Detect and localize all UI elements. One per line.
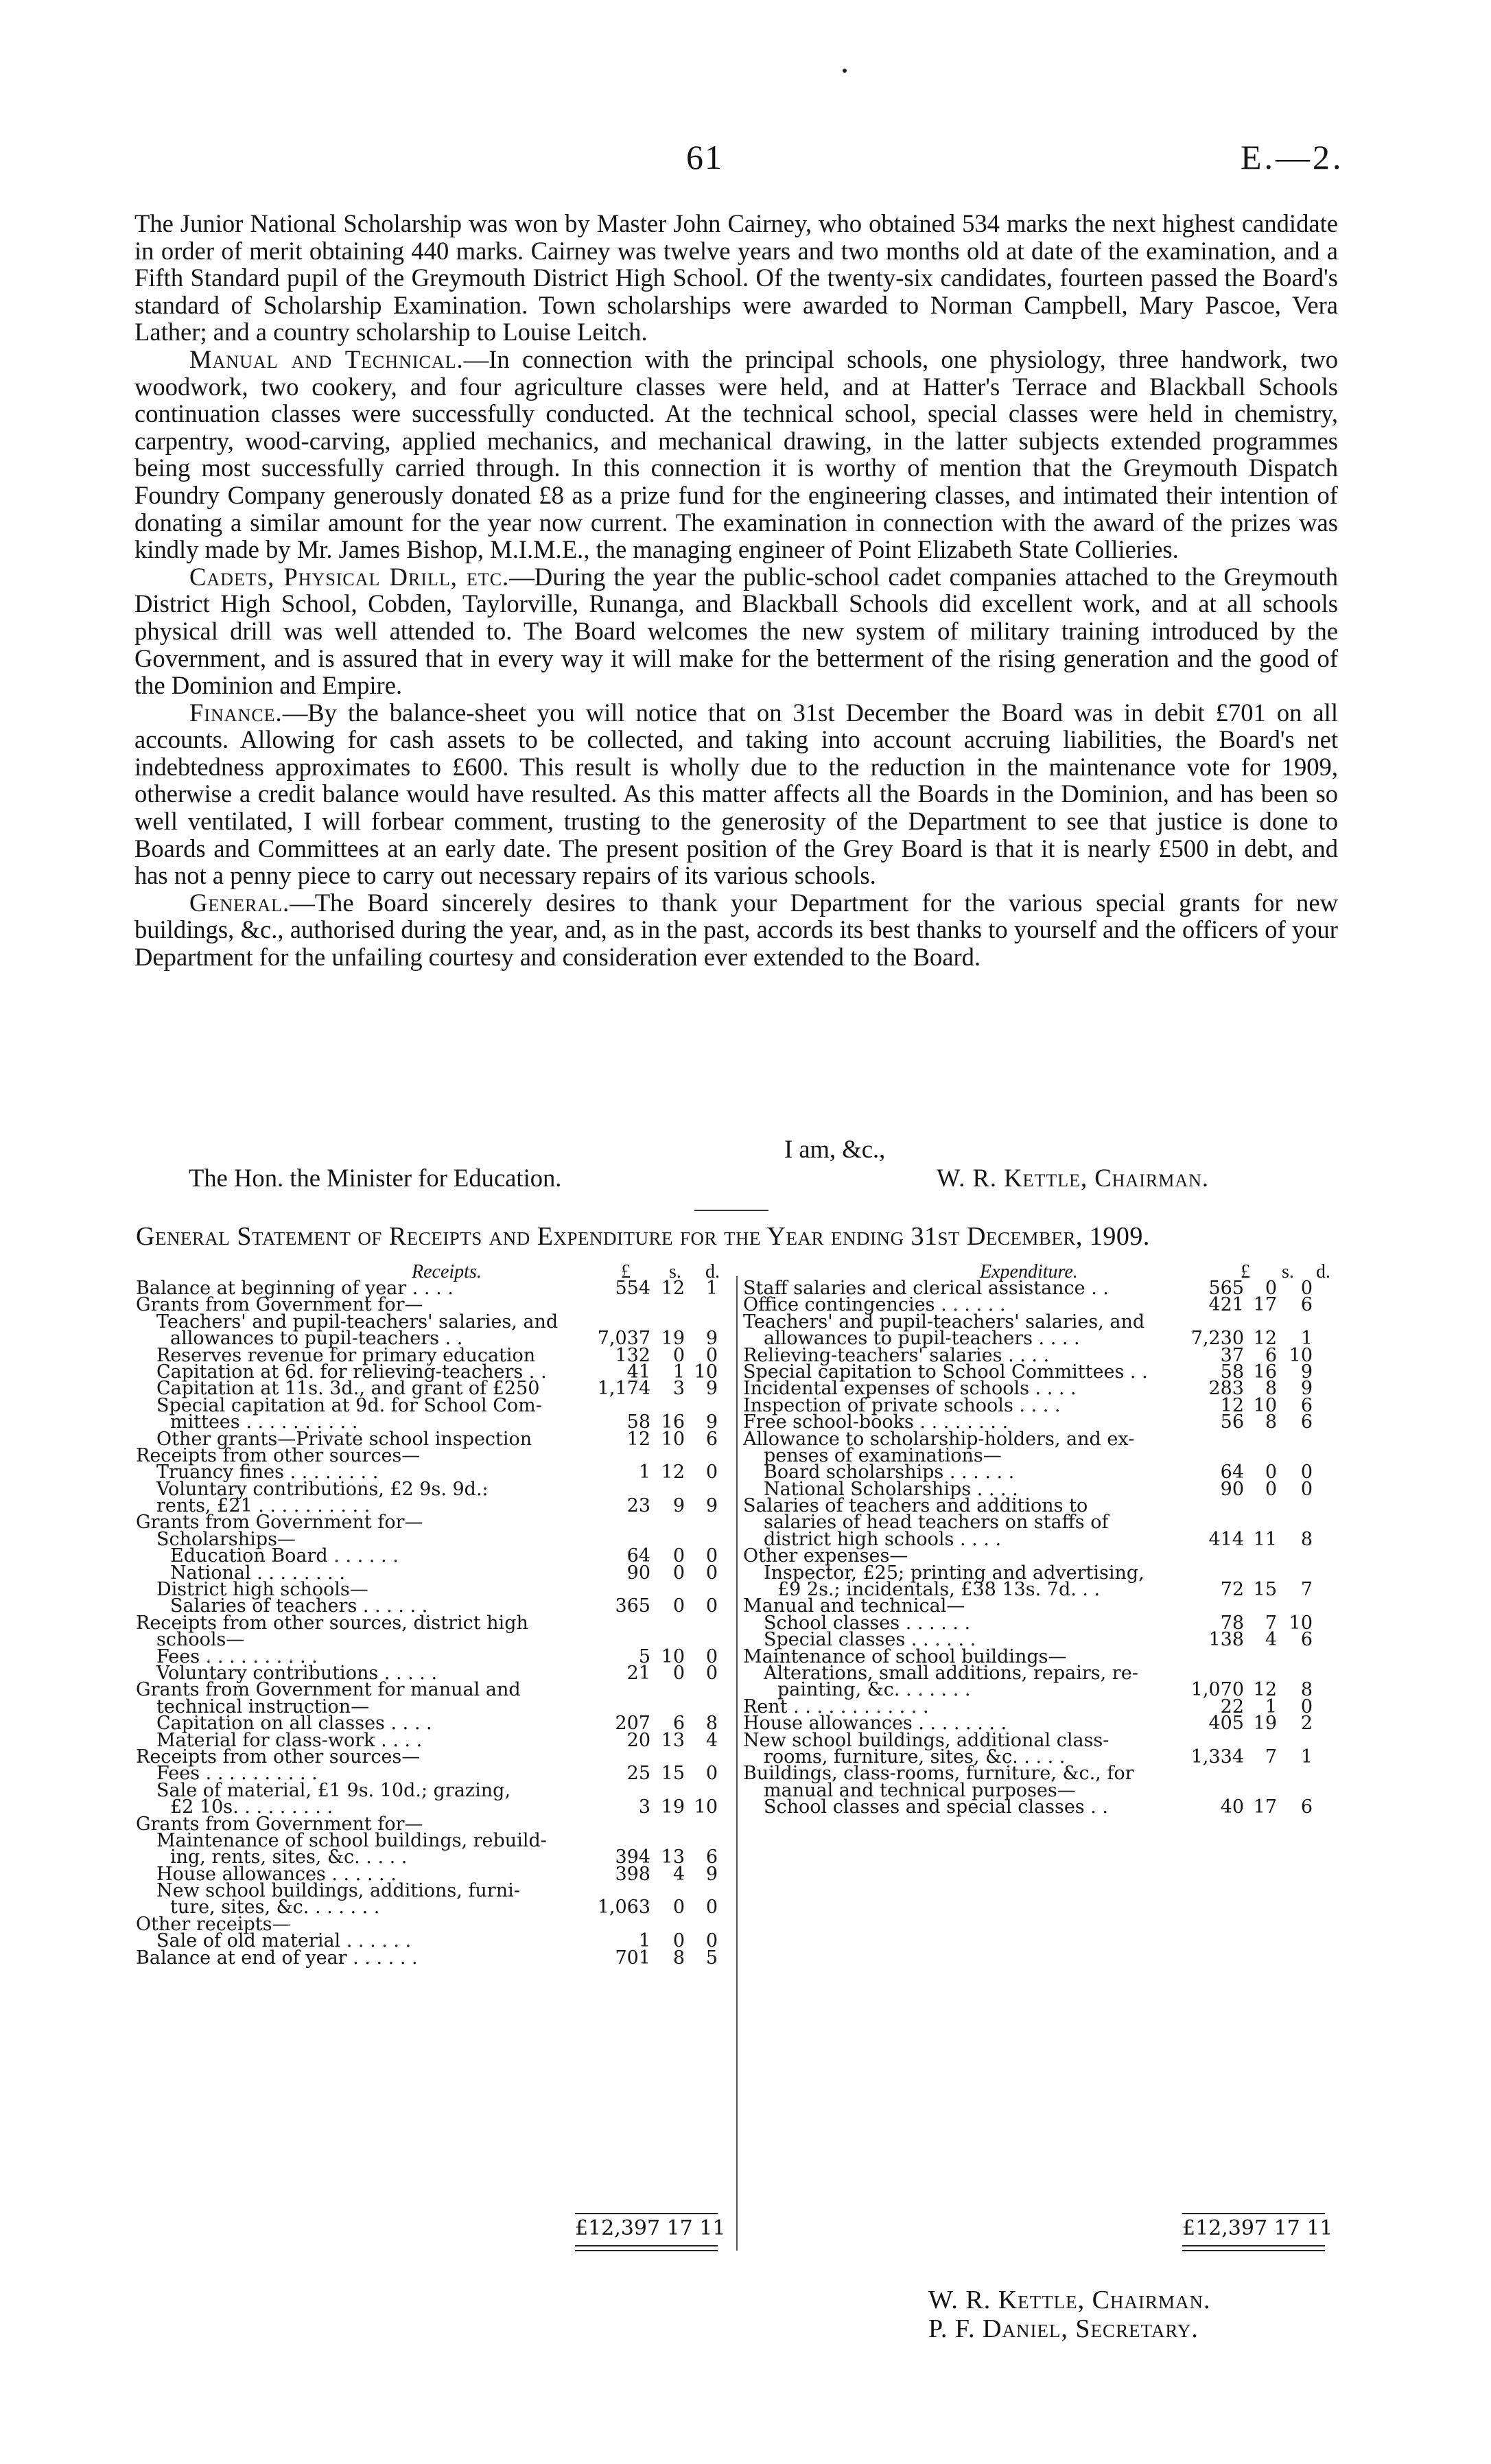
receipts-pounds: 64 [626,1545,650,1567]
receipts-item-label: Grants from Government for— [136,1512,423,1534]
expenditure-item-label: Inspection of private schools . . . . [743,1394,1061,1416]
expenditure-subtotal-rule [1182,2213,1325,2214]
receipts-item-label: Capitation on all classes . . . . [156,1713,432,1735]
receipts-item-label: Salaries of teachers . . . . . . [170,1595,428,1617]
receipts-total: £12,397 17 11 [575,2216,726,2240]
receipts-pence: 9 [705,1495,718,1517]
expenditure-item-label: Staff salaries and clerical assistance . . [743,1278,1109,1299]
receipts-item-label: Capitation at 11s. 3d., and grant of £250 [156,1378,540,1400]
receipts-pounds: 25 [626,1763,650,1785]
expenditure-item-label: School classes . . . . . . [764,1612,971,1634]
receipts-pence: 0 [705,1344,718,1366]
column-divider [736,1276,738,2251]
receipts-shillings: 6 [672,1713,685,1735]
receipts-item-label: technical instruction— [156,1696,370,1717]
receipts-pence: 0 [705,1930,718,1952]
expenditure-item-label: manual and technical purposes— [764,1779,1076,1801]
receipts-item-label: Other receipts— [136,1913,291,1935]
receipts-heading: Receipts. [412,1261,482,1282]
section-heading: General. [189,888,290,917]
expenditure-pence: 9 [1300,1361,1313,1383]
expenditure-pence: 0 [1300,1478,1313,1500]
receipts-pence: 0 [705,1545,718,1567]
expenditure-total-rule [1182,2245,1325,2246]
expenditure-total-rule [1182,2250,1325,2251]
receipts-shillings: 13 [661,1729,685,1751]
receipts-pounds: 394 [615,1846,650,1868]
expenditure-item-label: Buildings, class-rooms, furniture, &c., for [743,1763,1134,1785]
receipts-shillings: 9 [672,1495,685,1517]
receipts-shillings: 10 [661,1645,685,1667]
expenditure-pounds: 405 [1208,1713,1244,1735]
expenditure-pounds: 12 [1220,1394,1244,1416]
receipts-item-label: Voluntary contributions . . . . . [156,1662,438,1684]
receipts-item-label: Other grants—Private school inspection [156,1428,532,1450]
expenditure-shillings: 7 [1265,1612,1277,1634]
paragraph-cadets: Cadets, Physical Drill, etc.—During the year the public-school cadet companies attached to the Greymouth District High School, Cobden, Taylorville, Runanga, and Blackball Schools did excellent work, and at all schools physical drill was well attended to. The Board welcomes the new system of military training introduced by the Government, and is assured that in every way it will make for the betterment of the rising generation and the good of the Dominion and Empire. [134,562,1339,700]
receipts-item-label: Balance at end of year . . . . . . [136,1947,418,1969]
paragraph-finance: Finance.—By the balance-sheet you will notice that on 31st December the Board was in debit £701 on all accounts. Allowing for cash assets to be collected, and taking into account accruing liabilities, the Board's net indebtedness approximates to £600. This result is wholly due to the reduction in the maintenance vote for 1909, otherwise a credit balance would have resulted. As this matter affects all the Boards in the Dominion, and has been so well ventilated, I will forbear comment, trusting to the generosity of the Department to see that justice is done to Boards and Committees at an early date. The present position of the Grey Board is that it is nearly £500 in debt, and has not a penny piece to carry out necessary repairs of its various schools. [134,698,1338,890]
expenditure-item-label: Salaries of teachers and additions to [743,1495,1088,1517]
expenditure-shillings: 12 [1253,1328,1277,1350]
expenditure-heading: Expenditure. [980,1261,1078,1282]
expenditure-pence-heading: d. [1316,1261,1330,1282]
expenditure-pounds: 22 [1220,1696,1244,1717]
expenditure-pounds: 56 [1220,1411,1244,1433]
expenditure-shillings: 4 [1265,1629,1277,1651]
receipts-pence: 9 [705,1863,718,1885]
expenditure-shillings: 6 [1265,1344,1277,1366]
receipts-pounds: 20 [626,1729,650,1751]
expenditure-pence: 8 [1300,1679,1313,1701]
expenditure-pence: 0 [1300,1462,1313,1483]
expenditure-pounds: 421 [1208,1294,1244,1316]
receipts-pounds: 3 [638,1796,650,1818]
receipts-item-label: House allowances . . . . . . [156,1863,397,1885]
receipts-pence: 9 [705,1378,718,1400]
receipts-item-label: Grants from Government for manual and [136,1679,521,1701]
expenditure-shillings: 8 [1265,1411,1277,1433]
receipts-item-label: Capitation at 6d. for relieving-teachers . . [156,1361,547,1383]
receipts-shillings: 12 [661,1278,685,1299]
paragraph-general: General.—The Board sincerely desires to thank your Department for the various special grants for new buildings, &c., authorised during the year, and, as in the past, accords its best thanks to yourself and the officers of your Department for the unfailing courtesy and consideration ever extended to the Board. [134,888,1338,972]
statement-title: General Statement of Receipts and Expenditure for the Year ending 31st December, 1909. [136,1222,1150,1251]
expenditure-pence: 0 [1300,1696,1313,1717]
receipts-pence: 6 [705,1846,718,1868]
receipts-pence: 0 [705,1763,718,1785]
receipts-item-label: Grants from Government for— [136,1813,423,1835]
receipts-pounds: 207 [615,1713,650,1735]
expenditure-item-label: rooms, furniture, sites, &c. . . . . [764,1746,1066,1768]
receipts-item-label: District high schools— [156,1579,368,1601]
expenditure-shillings: 12 [1253,1679,1277,1701]
receipts-row [136,1947,719,1969]
paragraph-manual-technical: Manual and Technical.—In connection with the principal schools, one physiology, three handwork, two woodwork, two cookery, and four agriculture classes were held, and at Hatter's Terrace and Blackball Schools continuation classes were successfully conducted. At the technical school, special classes were held in chemistry, carpentry, wood-carving, applied mechanics, and mechanical drawing, in the latter subjects extended programmes being most successfully carried through. In this connection it is worthy of mention that the Greymouth Dispatch Foundry Company generously donated £8 as a prize fund for the engineering classes, and intimated their intention of donating a similar amount for the year now current. The examination in connection with the award of the prizes was kindly made by Mr. James Bishop, M.I.M.E., the managing engineer of Point Elizabeth State Collieries. [134,344,1338,564]
expenditure-item-label: Alterations, small additions, repairs, re- [764,1662,1138,1684]
receipts-item-label: Balance at beginning of year . . . . [136,1278,454,1299]
receipts-item-label: New school buildings, additions, furni- [156,1880,520,1902]
expenditure-pounds: 414 [1208,1528,1244,1550]
receipts-item-label: Receipts from other sources— [136,1746,421,1768]
expenditure-item-label: Board scholarships . . . . . . [764,1462,1015,1483]
receipts-shillings: 19 [661,1796,685,1818]
receipts-pounds: 21 [626,1662,650,1684]
receipts-pounds: 58 [626,1411,650,1433]
expenditure-item-label: Rent . . . . . . . . . . . . [743,1696,929,1717]
receipts-item-label: Fees . . . . . . . . . . [156,1763,318,1785]
letter-closing [0,1134,1491,1203]
receipts-item-label: Receipts from other sources, district high [136,1612,528,1634]
expenditure-pence: 0 [1300,1278,1313,1299]
signature-secretary: P. F. Daniel, Secretary. [928,2314,1199,2343]
expenditure-pounds: 58 [1220,1361,1244,1383]
receipts-item-label: Education Board . . . . . . [170,1545,399,1567]
expenditure-pence: 6 [1300,1796,1313,1818]
expenditure-pence: 1 [1300,1328,1313,1350]
receipts-item-label: Sale of old material . . . . . . [156,1930,412,1952]
receipts-shillings: 16 [661,1411,685,1433]
receipts-total-rule [575,2245,718,2246]
receipts-pence: 10 [694,1796,718,1818]
salutation: I am, &c., [784,1135,886,1163]
expenditure-pounds: 78 [1220,1612,1244,1634]
expenditure-item-label: National Scholarships . . . . [764,1478,1018,1500]
receipts-item-label: mittees . . . . . . . . . . [170,1411,358,1433]
expenditure-shillings: 8 [1265,1378,1277,1400]
receipts-shillings: 4 [672,1863,685,1885]
expenditure-item-label: allowances to pupil-teachers . . . . [764,1328,1080,1350]
receipts-shillings: 15 [661,1763,685,1785]
expenditure-item-label: district high schools . . . . [764,1528,1002,1550]
expenditure-pounds: 283 [1208,1378,1244,1400]
expenditure-item-label: Other expenses— [743,1545,908,1567]
receipts-item-label: ing, rents, sites, &c. . . . . [170,1846,408,1868]
receipts-pence: 0 [705,1595,718,1617]
receipts-shillings: 19 [661,1328,685,1350]
receipts-pounds: 1,174 [597,1378,650,1400]
expenditure-item-label: Special capitation to School Committees . . [743,1361,1148,1383]
expenditure-shillings: 0 [1265,1278,1277,1299]
receipts-shillings: 0 [672,1545,685,1567]
expenditure-pence: 6 [1300,1394,1313,1416]
receipts-pence: 8 [705,1713,718,1735]
receipts-item-label: Maintenance of school buildings, rebuild- [156,1829,547,1851]
receipts-pence: 6 [705,1428,718,1450]
expenditure-pounds: 1,070 [1190,1679,1244,1701]
expenditure-shillings: 15 [1253,1579,1277,1601]
receipts-pence: 4 [705,1729,718,1751]
expenditure-row [743,1796,1319,1818]
expenditure-shillings: 16 [1253,1361,1277,1383]
receipts-pounds: 23 [626,1495,650,1517]
expenditure-pounds: 90 [1220,1478,1244,1500]
expenditure-pence: 2 [1300,1713,1313,1735]
receipts-pounds: 554 [615,1278,650,1299]
expenditure-pounds: 138 [1208,1629,1244,1651]
expenditure-pounds: 64 [1220,1462,1244,1483]
receipts-pounds: 41 [626,1361,650,1383]
receipts-shillings: 0 [672,1662,685,1684]
receipts-shillings: 0 [672,1344,685,1366]
receipts-pence: 5 [705,1947,718,1969]
receipts-item-label: Sale of material, £1 9s. 10d.; grazing, [156,1779,511,1801]
receipts-pounds: 132 [615,1344,650,1366]
expenditure-pounds: 1,334 [1190,1746,1244,1768]
expenditure-pence: 10 [1289,1344,1313,1366]
receipts-pence: 0 [705,1645,718,1667]
expenditure-pence: 6 [1300,1629,1313,1651]
receipts-shillings: 3 [672,1378,685,1400]
receipts-pounds: 365 [615,1595,650,1617]
receipts-pounds: 12 [626,1428,650,1450]
receipts-item-label: allowances to pupil-teachers . . [170,1328,463,1350]
receipts-item-label: schools— [156,1629,245,1651]
expenditure-pence: 6 [1300,1294,1313,1316]
receipts-pounds: 398 [615,1863,650,1885]
receipts-item-label: Voluntary contributions, £2 9s. 9d.: [156,1478,489,1500]
receipts-pence: 0 [705,1897,718,1919]
expenditure-item-label: salaries of head teachers on staffs of [764,1512,1109,1534]
expenditure-pence: 1 [1300,1746,1313,1768]
expenditure-shillings: 17 [1253,1294,1277,1316]
receipts-pounds: 5 [638,1645,650,1667]
receipts-shillings: 0 [672,1562,685,1584]
expenditure-pounds: 72 [1220,1579,1244,1601]
expenditure-item-label: Manual and technical— [743,1595,965,1617]
receipts-shillings: 8 [672,1947,685,1969]
receipts-shillings: 0 [672,1930,685,1952]
receipts-item-label: £2 10s. . . . . . . . . [170,1796,333,1818]
ink-speck [843,69,847,73]
receipts-shillings: 0 [672,1595,685,1617]
receipts-item-label: Grants from Government for— [136,1294,423,1316]
expenditure-item-label: Allowance to scholarship-holders, and ex- [743,1428,1135,1450]
expenditure-item-label: Incidental expenses of schools . . . . [743,1378,1077,1400]
receipts-item-label: Fees . . . . . . . . . . [156,1645,318,1667]
expenditure-pounds: 565 [1208,1278,1244,1299]
receipts-pence: 0 [705,1562,718,1584]
receipts-pence: 1 [705,1278,718,1299]
expenditure-item-label: Maintenance of school buildings— [743,1645,1067,1667]
expenditure-pound-heading: £ [1241,1261,1250,1282]
receipts-item-label: Truancy fines . . . . . . . . [156,1462,379,1483]
expenditure-total: £12,397 17 11 [1182,2216,1333,2240]
expenditure-pence: 6 [1300,1411,1313,1433]
expenditure-pounds: 7,230 [1190,1328,1244,1350]
receipts-shilling-heading: s. [669,1261,681,1282]
expenditure-item-label: £9 2s.; incidentals, £38 13s. 7d. . . [777,1579,1101,1601]
expenditure-shillings: 10 [1253,1394,1277,1416]
section-heading: Manual and Technical. [189,344,464,373]
expenditure-item-label: House allowances . . . . . . . . [743,1713,1007,1735]
receipts-item-label: Teachers' and pupil-teachers' salaries, and [156,1311,559,1333]
expenditure-column [743,1280,1319,1816]
receipts-shillings: 12 [661,1462,685,1483]
divider [694,1210,768,1211]
expenditure-pounds: 40 [1220,1796,1244,1818]
expenditure-pounds: 37 [1220,1344,1244,1366]
page-number: 61 [686,138,723,176]
expenditure-shillings: 7 [1265,1746,1277,1768]
receipts-item-label: National . . . . . . . . [170,1562,345,1584]
receipts-pound-heading: £ [621,1261,631,1282]
receipts-item-label: ture, sites, &c. . . . . . . [170,1897,380,1919]
addressee: The Hon. the Minister for Education. [189,1164,562,1192]
receipts-item-label: Scholarships— [156,1528,296,1550]
expenditure-item-label: Free school-books . . . . . . . . [743,1411,1009,1433]
expenditure-shillings: 0 [1265,1462,1277,1483]
expenditure-item-label: Inspector, £25; printing and advertising, [764,1562,1144,1584]
expenditure-shillings: 0 [1265,1478,1277,1500]
receipts-item-label: Special capitation at 9d. for School Com- [156,1394,542,1416]
receipts-pounds: 7,037 [597,1328,650,1350]
expenditure-shillings: 1 [1265,1696,1277,1717]
receipts-shillings: 10 [661,1428,685,1450]
receipts-total-rule [575,2250,718,2251]
expenditure-shillings: 17 [1253,1796,1277,1818]
expenditure-item-label: Teachers' and pupil-teachers' salaries, and [743,1311,1145,1333]
expenditure-shillings: 11 [1253,1528,1277,1550]
report-body [134,210,1338,971]
receipts-item-label: Material for class-work . . . . [156,1729,423,1751]
receipts-shillings: 13 [661,1846,685,1868]
receipts-shillings: 0 [672,1897,685,1919]
section-heading: Finance. [189,698,283,727]
receipts-item-label: Receipts from other sources— [136,1444,421,1466]
expenditure-item-label: School classes and special classes . . [764,1796,1108,1818]
receipts-subtotal-rule [575,2213,718,2214]
receipts-item-label: Reserves revenue for primary education [156,1344,536,1366]
expenditure-pence: 7 [1300,1579,1313,1601]
expenditure-item-label: Special classes . . . . . . [764,1629,976,1651]
section-heading: Cadets, Physical Drill, etc. [189,562,510,591]
receipts-column [136,1280,719,1967]
receipts-item-label: rents, £21 . . . . . . . . . . [156,1495,371,1517]
expenditure-shilling-heading: s. [1282,1261,1294,1282]
receipts-pounds: 1,063 [597,1897,650,1919]
expenditure-pence: 9 [1300,1378,1313,1400]
receipts-pence-heading: d. [705,1261,720,1282]
expenditure-shillings: 19 [1253,1713,1277,1735]
paragraph-scholarships: The Junior National Scholarship was won by Master John Cairney, who obtained 534 marks the next highest candidate in order of merit obtaining 440 marks. Cairney was twelve years and two months old at date of the examination, and a Fifth Standard pupil of the Greymouth District High School. Of the twenty-six candidates, fourteen passed the Board's standard of Scholarship Examination. Town scholarships were awarded to Norman Campbell, Mary Pascoe, Vera Lather; and a country scholarship to Louise Leitch. [134,209,1338,347]
receipts-pounds: 1 [638,1930,650,1952]
expenditure-item-label: penses of examinations— [764,1444,1002,1466]
expenditure-item-label: painting, &c. . . . . . . [777,1679,971,1701]
receipts-pence: 0 [705,1462,718,1483]
receipts-pounds: 90 [626,1562,650,1584]
expenditure-pence: 8 [1300,1528,1313,1550]
receipts-pounds: 1 [638,1462,650,1483]
receipts-pence: 10 [694,1361,718,1383]
receipts-pounds: 701 [615,1947,650,1969]
expenditure-item-label: Relieving-teachers' salaries . . . . [743,1344,1050,1366]
signature-chairman: W. R. Kettle, Chairman. [928,2286,1211,2314]
receipts-pence: 9 [705,1328,718,1350]
document-reference: E.—2. [1241,138,1344,176]
receipts-pence: 9 [705,1411,718,1433]
receipts-shillings: 1 [672,1361,685,1383]
receipts-pence: 0 [705,1662,718,1684]
expenditure-item-label: Office contingencies . . . . . . [743,1294,1006,1316]
letter-signature: W. R. Kettle, Chairman. [937,1164,1210,1192]
expenditure-item-label: New school buildings, additional class- [743,1729,1110,1751]
expenditure-pence: 10 [1289,1612,1313,1634]
